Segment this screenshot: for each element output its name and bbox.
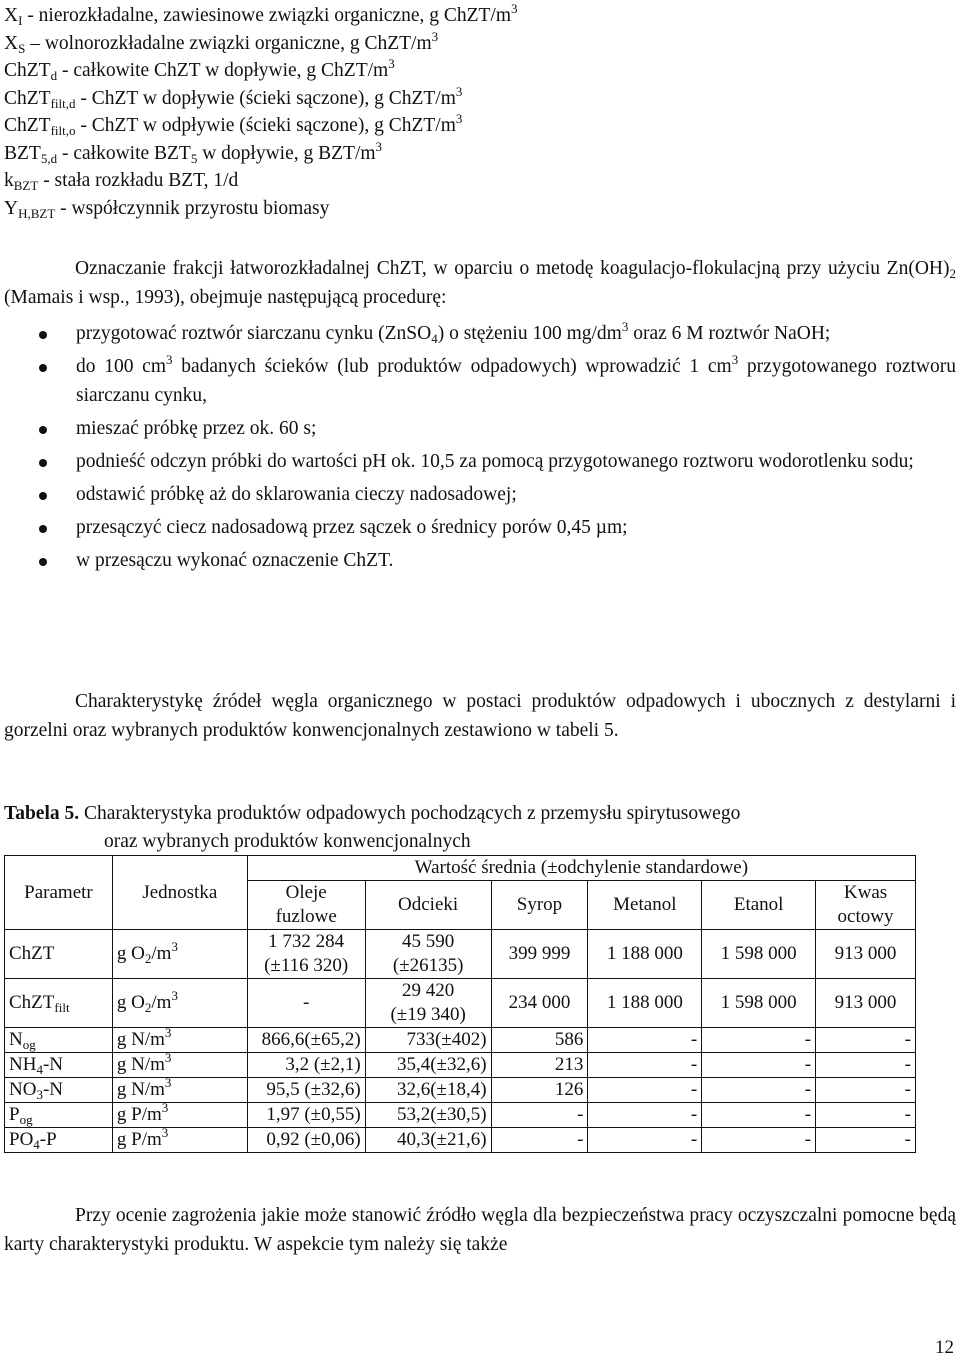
table-row xyxy=(5,930,916,979)
header-line: Oleje xyxy=(285,882,327,903)
step-text: oraz 6 M roztwór NaOH; xyxy=(628,323,831,344)
data-table xyxy=(4,855,916,1153)
subscript: 4 xyxy=(36,1062,43,1077)
table-cell: g $O_2/m^3$ xyxy=(112,979,247,1028)
table-cell: 1 188 000 xyxy=(588,930,702,979)
table-cell: - xyxy=(588,1103,702,1128)
intro-text: (Mamais i wsp., 1993), obejmuje następującą procedurę: xyxy=(4,287,447,308)
cell-text: g P/m xyxy=(116,1129,162,1150)
table-cell xyxy=(365,979,491,1028)
page-number: 12 xyxy=(935,1337,954,1358)
table-cell: 866,6(±65,2) xyxy=(247,1028,365,1053)
table-cell: - xyxy=(816,1103,916,1128)
step-text: w przesączu wykonać oznaczenie ChZT. xyxy=(76,550,394,571)
table-cell: - xyxy=(588,1028,702,1053)
table-cell: - xyxy=(247,979,365,1028)
bullet-icon xyxy=(39,331,47,339)
exponent: 3 xyxy=(164,1075,172,1090)
table-cell: 1 598 000 xyxy=(702,930,816,979)
caption-line xyxy=(4,800,740,828)
definition-line xyxy=(4,85,518,113)
table-cell xyxy=(112,1075,247,1103)
list-item xyxy=(4,352,956,410)
exponent: 3 xyxy=(388,56,395,71)
table-cell: 399 999 xyxy=(491,930,588,979)
table-cell: g $O_2/m^3$ xyxy=(112,930,247,979)
symbol-subscript: H,BZT xyxy=(18,205,56,221)
table-header-row xyxy=(5,856,916,881)
exponent: 3 xyxy=(164,1050,172,1065)
table-cell: 3,2 (±2,1) xyxy=(247,1053,365,1078)
symbol-subscript: S xyxy=(18,40,26,56)
cell-text: (±116 320) xyxy=(264,955,349,976)
cell-text: NH xyxy=(9,1054,37,1075)
step-text: przygotować roztwór siarczanu cynku (ZnSO xyxy=(76,323,432,344)
subscript: og xyxy=(22,1037,36,1052)
table-cell: - xyxy=(491,1103,588,1128)
list-item xyxy=(4,513,956,542)
table-row xyxy=(5,1128,916,1153)
header-line: Kwas xyxy=(843,882,888,903)
exponent: 3 xyxy=(166,352,173,367)
exponent: 3 xyxy=(171,939,178,954)
symbol-subscript: I xyxy=(18,13,23,28)
cell-text: g O xyxy=(116,943,145,964)
table-cell: 126 xyxy=(491,1078,588,1103)
exponent: 3 xyxy=(161,1125,169,1140)
cell-text: g N/m xyxy=(116,1029,165,1050)
exponent: 3 xyxy=(731,352,739,367)
table-cell xyxy=(247,930,365,979)
cell-text: g P/m xyxy=(116,1104,162,1125)
column-header: Jednostka xyxy=(112,856,247,930)
symbol-subscript: d xyxy=(50,68,58,83)
step-text: podnieść odczyn próbki do wartości pH ok. 10,5 za pomocą przygotowanego roztworu wodorotlenku sodu; xyxy=(76,451,914,472)
table-row xyxy=(5,1078,916,1103)
symbol-subscript: filt,o xyxy=(50,123,76,138)
symbol: X xyxy=(4,32,19,54)
exponent: 3 xyxy=(161,1100,169,1115)
column-header: Syrop xyxy=(491,881,588,930)
table-cell: - xyxy=(816,1128,916,1153)
subscript: 3 xyxy=(36,1087,43,1102)
step-text: do 100 cm xyxy=(76,356,166,377)
cell-text: -P xyxy=(39,1129,57,1150)
table-cell: - xyxy=(491,1128,588,1153)
table-cell: 32,6(±18,4) xyxy=(365,1078,491,1103)
step-text: przesączyć ciecz nadosadową przez sączek o średnicy porów 0,45 µm; xyxy=(76,517,628,538)
list-item xyxy=(4,414,956,443)
list-item xyxy=(4,480,956,509)
cell-text: P xyxy=(9,1104,20,1125)
bullet-icon xyxy=(39,492,47,500)
bullet-icon xyxy=(39,426,47,434)
column-header: Odcieki xyxy=(365,881,491,930)
subscript: og xyxy=(19,1112,33,1127)
symbol: X xyxy=(4,5,19,26)
subscript: 2 xyxy=(144,951,152,966)
cell-text: N xyxy=(9,1029,23,1050)
header-line: fuzlowe xyxy=(275,906,337,927)
column-header xyxy=(816,881,916,930)
cell-text: (±19 340) xyxy=(390,1004,466,1025)
exponent: 3 xyxy=(455,111,463,126)
column-header xyxy=(247,881,365,930)
header-line: octowy xyxy=(837,906,894,927)
list-item xyxy=(4,546,956,575)
bullet-icon xyxy=(39,525,47,533)
table-cell: 53,2(±30,5) xyxy=(365,1103,491,1128)
table-caption xyxy=(4,800,740,856)
step-text: przygotowanego roztworu siarczanu cynku, xyxy=(76,356,956,406)
table-cell xyxy=(5,1053,113,1078)
table-cell xyxy=(5,1128,113,1153)
intro-text: Oznaczanie frakcji łatworozkładalnej ChZT, w oparciu o metodę koagulacjo-flokulacjną przy użyciu Zn(OH) xyxy=(75,258,950,279)
definition-line xyxy=(4,140,518,168)
table-cell: - xyxy=(702,1078,816,1103)
definition-text: w dopływie, g BZT/m xyxy=(197,142,376,164)
definition-line xyxy=(4,2,518,30)
symbol: BZT xyxy=(4,142,41,164)
definition-text: - ChZT w odpływie (ścieki sączone), g ChZT/m xyxy=(75,115,456,136)
definition-text: - całkowite ChZT w dopływie, g ChZT/m xyxy=(57,60,389,81)
table-cell xyxy=(5,1078,113,1103)
cell-text: g N/m xyxy=(116,1079,165,1100)
table-cell: 1 188 000 xyxy=(588,979,702,1028)
cell-text: PO xyxy=(9,1129,34,1150)
table-cell: 35,4(±32,6) xyxy=(365,1053,491,1078)
table-cell: 213 xyxy=(491,1053,588,1078)
column-group-header: Wartość średnia (±odchylenie standardowe) xyxy=(247,856,915,881)
caption-text: oraz wybranych produktów konwencjonalnych xyxy=(104,831,471,852)
symbol-subscript: filt,d xyxy=(50,95,76,111)
symbol: ChZT xyxy=(4,87,51,109)
table-cell: 733(±402) xyxy=(365,1028,491,1053)
symbol: ChZT xyxy=(4,60,51,81)
symbol: ChZT xyxy=(4,115,51,136)
table-cell: 40,3(±21,6) xyxy=(365,1128,491,1153)
table-cell xyxy=(112,1125,247,1153)
step-text: mieszać próbkę przez ok. 60 s; xyxy=(76,418,317,439)
definition-line xyxy=(4,112,518,140)
table-cell: 913 000 xyxy=(816,979,916,1028)
cell-text: 29 420 xyxy=(401,980,455,1001)
subscript: 2 xyxy=(949,266,956,281)
definition-line xyxy=(4,30,518,58)
definition-text: - nierozkładalne, zawiesinowe związki organiczne, g ChZT/m xyxy=(22,5,512,26)
cell-text: -N xyxy=(42,1079,64,1100)
exponent: 3 xyxy=(164,1025,172,1040)
list-item xyxy=(4,319,956,348)
cell-text: 1 732 284 xyxy=(268,931,345,952)
definition-text: - stała rozkładu BZT, 1/d xyxy=(38,170,239,191)
intro-paragraph xyxy=(4,254,956,312)
cell-text: NO xyxy=(9,1079,37,1100)
bullet-icon xyxy=(39,558,47,566)
subscript: 2 xyxy=(144,1000,152,1015)
table-cell: 0,92 (±0,06) xyxy=(247,1128,365,1153)
column-header: Etanol xyxy=(702,881,816,930)
table-cell xyxy=(112,1025,247,1053)
procedure-list xyxy=(4,319,956,579)
exponent: 3 xyxy=(511,1,518,16)
cell-text: -N xyxy=(42,1054,64,1075)
bullet-icon xyxy=(39,459,47,467)
table-cell: - xyxy=(816,1078,916,1103)
subscript: filt xyxy=(54,1000,70,1015)
exponent: 3 xyxy=(431,28,439,44)
exponent: 3 xyxy=(171,988,178,1003)
table-cell xyxy=(5,1028,113,1053)
caption-label: Tabela 5. xyxy=(4,803,80,824)
definition-text: - współczynnik przyrostu biomasy xyxy=(55,197,330,219)
step-text: odstawić próbkę aż do sklarowania cieczy nadosadowej; xyxy=(76,484,517,505)
symbol-subscript: BZT xyxy=(13,178,39,193)
table-cell: 234 000 xyxy=(491,979,588,1028)
column-header: Parametr xyxy=(5,856,113,930)
table-cell: - xyxy=(588,1128,702,1153)
table-cell xyxy=(365,930,491,979)
table-row xyxy=(5,1028,916,1053)
step-text: ) o stężeniu 100 mg/dm xyxy=(437,323,622,344)
table-row xyxy=(5,1053,916,1078)
definition-text: - ChZT w dopływie (ścieki sączone), g ChZT/m xyxy=(75,87,456,109)
symbol: Y xyxy=(4,197,19,219)
bullet-icon xyxy=(39,364,47,372)
table-cell: - xyxy=(588,1053,702,1078)
exponent: 3 xyxy=(375,138,383,154)
table-cell xyxy=(112,1050,247,1078)
symbol: k xyxy=(4,170,14,191)
table-cell: 586 xyxy=(491,1028,588,1053)
symbol-subscript: 5 xyxy=(190,150,198,166)
caption-text: Charakterystyka produktów odpadowych pochodzących z przemysłu spirytusowego xyxy=(79,803,741,824)
exponent: 3 xyxy=(455,83,463,99)
table-intro-paragraph: Charakterystykę źródeł węgla organicznego w postaci produktów odpadowych i ubocznych z destylarni i gorzelni oraz wybranych produktów konwencjonalnych zestawiono w tabeli 5. xyxy=(4,691,956,741)
symbol-definitions xyxy=(4,2,518,222)
cell-text: (±26135) xyxy=(392,955,464,976)
list-item xyxy=(4,447,956,476)
definition-line xyxy=(4,57,518,85)
cell-text: ChZT xyxy=(9,992,55,1013)
table-cell: 1,97 (±0,55) xyxy=(247,1103,365,1128)
column-header: Metanol xyxy=(588,881,702,930)
table-cell xyxy=(5,979,113,1028)
cell-text: g N/m xyxy=(116,1054,165,1075)
table-cell: - xyxy=(702,1128,816,1153)
definition-text: – wolnorozkładalne związki organiczne, g ChZT/m xyxy=(25,32,432,54)
table-cell xyxy=(5,930,113,979)
table-cell: - xyxy=(702,1053,816,1078)
table-cell: 1 598 000 xyxy=(702,979,816,1028)
table-row xyxy=(5,979,916,1028)
symbol-subscript: 5,d xyxy=(40,150,58,166)
closing-paragraph: Przy ocenie zagrożenia jakie może stanowić źródło węgla dla bezpieczeństwa pracy oczyszczalni pomocne będą karty charakterystyki produktu. W aspekcie tym należy się także xyxy=(4,1205,956,1255)
table-cell: 95,5 (±32,6) xyxy=(247,1078,365,1103)
cell-text: ChZT xyxy=(9,943,55,964)
step-text: badanych ścieków (lub produktów odpadowych) wprowadzić 1 cm xyxy=(172,356,732,377)
table-cell: - xyxy=(702,1103,816,1128)
table-cell: - xyxy=(816,1053,916,1078)
cell-text: 45 590 xyxy=(401,931,455,952)
definition-line xyxy=(4,167,518,195)
definition-text: - całkowite BZT xyxy=(57,142,191,164)
cell-text: g O xyxy=(116,992,145,1013)
table-cell: - xyxy=(816,1028,916,1053)
subscript: 4 xyxy=(431,331,438,346)
table-cell: - xyxy=(588,1078,702,1103)
table-cell: 913 000 xyxy=(816,930,916,979)
table-cell xyxy=(5,1103,113,1128)
table-row xyxy=(5,1103,916,1128)
definition-line xyxy=(4,195,518,223)
subscript: 4 xyxy=(33,1137,40,1152)
exponent: 3 xyxy=(621,319,629,334)
table-cell xyxy=(112,1100,247,1128)
table-cell: - xyxy=(702,1028,816,1053)
